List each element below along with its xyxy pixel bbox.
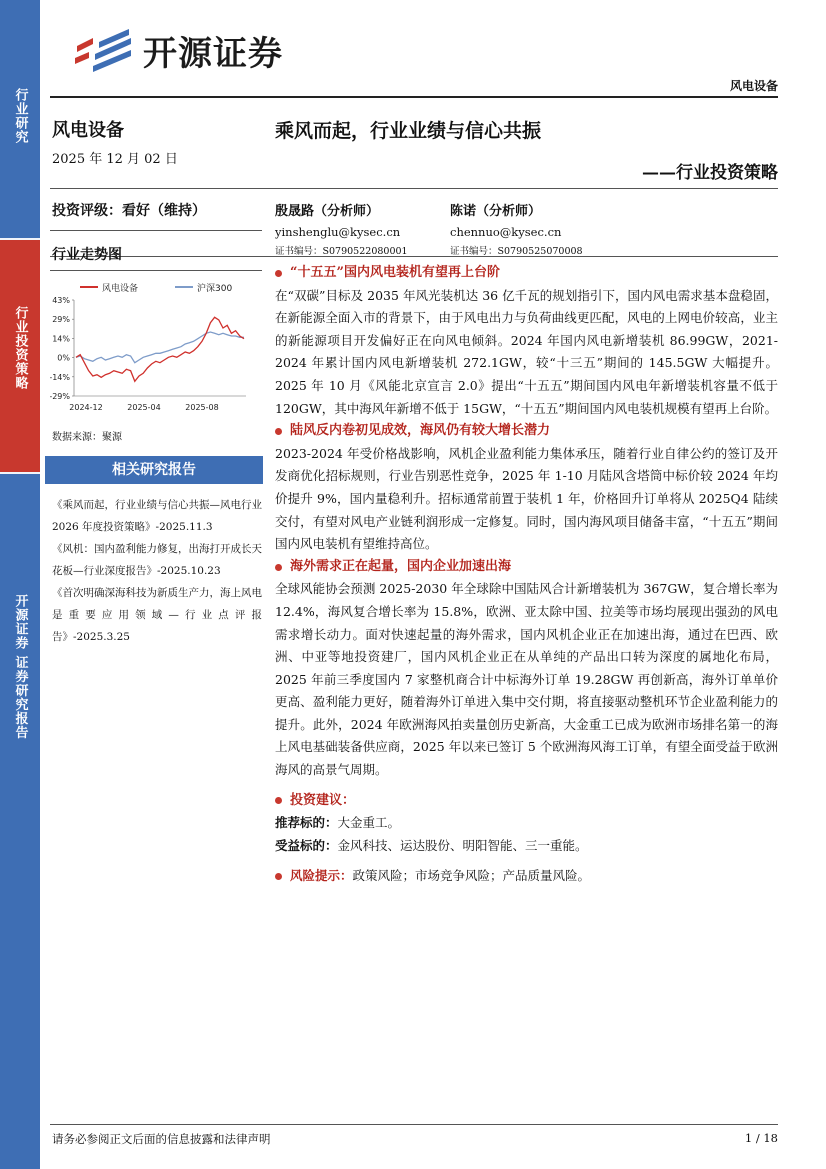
section-heading-text: 海外需求正在起量，国内企业加速出海 xyxy=(290,558,512,574)
sidebar-block-brand xyxy=(0,474,40,1169)
sidebar xyxy=(0,0,40,1169)
footer-disclaimer: 请务必参阅正文后面的信息披露和法律声明 xyxy=(52,1132,271,1146)
risk-value: 政策风险；市场竞争风险；产品质量风险。 xyxy=(352,868,591,884)
series-line xyxy=(76,332,244,363)
report-subtitle: ——行业投资策略 xyxy=(642,163,778,183)
trend-chart xyxy=(50,274,262,424)
bullet-icon xyxy=(275,797,282,804)
title-divider xyxy=(50,188,778,189)
chart-source: 数据来源：聚源 xyxy=(52,432,122,443)
y-tick-label: 29% xyxy=(52,315,70,325)
logo-icon xyxy=(73,28,135,74)
benefit-value: 金风科技、运达股份、明阳智能、三一重能。 xyxy=(337,837,588,853)
y-tick-label: 14% xyxy=(52,334,70,344)
analyst-name: 陈诺（分析师） xyxy=(450,204,542,219)
y-tick-label: 0% xyxy=(57,353,70,363)
header-divider xyxy=(50,96,778,98)
analyst-divider xyxy=(50,256,778,257)
analyst-email: yinshenglu@kysec.cn xyxy=(275,225,401,239)
risk-row xyxy=(275,865,778,888)
related-reports-list xyxy=(52,494,262,648)
main-content xyxy=(275,262,778,888)
trend-chart-svg xyxy=(50,274,262,424)
advice-heading xyxy=(275,790,778,813)
x-tick-label: 2024-12 xyxy=(69,403,103,412)
sidebar-label-research: 行业研究 xyxy=(12,88,28,144)
section-heading xyxy=(275,262,778,285)
bullet-icon xyxy=(275,270,282,277)
analyst-email: chennuo@kysec.cn xyxy=(450,225,562,239)
related-report-item[interactable]: 《首次明确深海科技为新质生产力，海上风电是重要应用领域—行业点评报告》-2025.3.25 xyxy=(52,587,262,643)
section-body: 全球风能协会预测 2025-2030 年全球除中国陆风合计新增装机为 367GW，复合增长率为 12.4%，海风复合增长率为 15.8%，欧洲、亚太除中国、拉美等市场均展现出强劲的风电需求增长动力。面对快速起量的海外需求，国内风机企业正在加速出海，通过在巴西、欧洲、中亚等地投资建厂，国内风机企业正在从单纯的产品出口转为深度的属地化布局，2025 年前三季度国内 7 家整机商合计中标海外订单 19.28GW 再创新高，海外订单单价更高、盈利能力更好，随着海外订单进入集中交付期，将直接驱动整机环节企业盈利能力的提升。此外，2024 年欧洲海风拍卖量创历史新高，大金重工已成为欧洲市场排名第一的海上风电基础装备供应商，2025 年以来已签订 5 个欧洲海风海工订单，有望全面受益于欧洲海风的高景气周期。 xyxy=(275,581,778,778)
y-tick-label: -14% xyxy=(50,372,70,382)
section-heading-text: “十五五”国内风电装机有望再上台阶 xyxy=(290,265,500,280)
related-report-item[interactable]: 《风机：国内盈利能力修复，出海打开成长天花板—行业深度报告》-2025.10.23 xyxy=(52,543,262,577)
legend-label: 沪深300 xyxy=(197,284,233,294)
analyst-cert: 证书编号：S0790522080001 xyxy=(275,246,408,257)
section-body: 2023-2024 年受价格战影响，风机企业盈利能力集体承压，随着行业自律公约的签订及开发商优化招标规则，行业告别恶性竞争，2025 年 1-10 月陆风含塔筒中标价较 2024 年均价提升 9%，国内量稳利升。招标通常前置于装机 1 年，价格回升订单将从 2025Q4 陆续交付，有望对风电产业链利润形成一定修复。同时，国内海风项目储备丰富，“十五五”期间国内风电装机有望维持高位。 xyxy=(275,445,778,552)
benefit-label: 受益标的： xyxy=(275,837,338,853)
report-title: 乘风而起，行业业绩与信心共振 xyxy=(275,120,542,142)
bullet-icon xyxy=(275,873,282,880)
related-reports-header: 相关研究报告 xyxy=(45,456,263,484)
bullet-icon xyxy=(275,564,282,571)
section-heading-text: 陆风反内卷初见成效，海风仍有较大增长潜力 xyxy=(290,423,551,439)
sidebar-block-strategy xyxy=(0,240,40,472)
sidebar-label-brand: 开源证券 证券研究报告 xyxy=(12,594,28,740)
recommend-label: 推荐标的： xyxy=(275,815,338,831)
rating-divider xyxy=(50,230,262,231)
recommend-row xyxy=(275,812,778,835)
report-date: 2025 年 12 月 02 日 xyxy=(52,152,178,167)
analyst-card xyxy=(450,200,583,257)
company-logo xyxy=(73,26,283,75)
section-heading xyxy=(275,556,778,579)
industry-name: 风电设备 xyxy=(52,120,124,141)
header-category: 风电设备 xyxy=(729,79,778,93)
spacer xyxy=(275,782,778,790)
trend-divider xyxy=(50,270,262,271)
sidebar-label-strategy: 行业投资策略 xyxy=(12,306,28,390)
analyst-name: 殷晟路（分析师） xyxy=(275,204,380,219)
x-tick-label: 2025-04 xyxy=(127,403,161,412)
advice-heading-text: 投资建议： xyxy=(290,792,356,808)
brand-name: 开源证券 xyxy=(143,34,283,74)
sidebar-block-research xyxy=(0,0,40,238)
y-tick-label: -29% xyxy=(50,392,70,401)
series-line xyxy=(76,317,244,381)
footer-divider xyxy=(50,1124,778,1125)
recommend-value: 大金重工。 xyxy=(337,815,401,831)
analyst-cert: 证书编号：S0790525070008 xyxy=(450,246,583,257)
benefit-row xyxy=(275,835,778,858)
x-tick-label: 2025-08 xyxy=(185,403,219,412)
section-heading xyxy=(275,420,778,443)
analyst-card xyxy=(275,200,408,257)
investment-rating: 投资评级：看好（维持） xyxy=(52,203,206,219)
page-number: 1 / 18 xyxy=(744,1131,778,1145)
trend-chart-label: 行业走势图 xyxy=(52,247,122,263)
spacer xyxy=(275,857,778,865)
bullet-icon xyxy=(275,428,282,435)
risk-label: 风险提示： xyxy=(290,868,353,884)
legend-label: 风电设备 xyxy=(102,284,139,294)
related-report-item[interactable]: 《乘风而起，行业业绩与信心共振—风电行业 2026 年度投资策略》-2025.11.3 xyxy=(52,499,262,533)
section-body: 在“双碳”目标及 2035 年风光装机达 36 亿千瓦的规划指引下，国内风电需求基本盘稳固，在新能源全面入市的背景下，由于风电出力与负荷曲线更匹配，风电的上网电价较高，业主的新能源项目开发偏好正在向风电倾斜。2024 年国内风电新增装机 86.99GW，2021-2024 年累计国内风电新增装机 272.1GW，较“十三五”期间的 145.5GW 大幅提升。2025 年 10 月《风能北京宣言 2.0》提出“十五五”期间国内风电年新增装机容量不低于 120GW，其中海风年新增不低于 15GW，“十五五”期间国内风电装机规模有望再上台阶。 xyxy=(275,287,778,416)
y-tick-label: 43% xyxy=(52,296,70,305)
